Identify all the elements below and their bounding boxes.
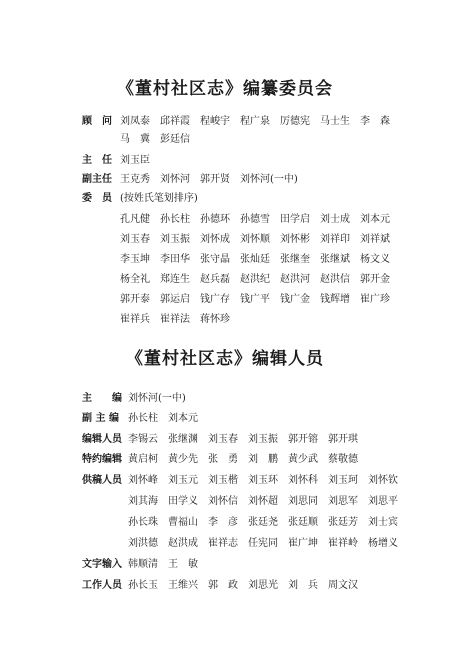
member-name: 孔凡健	[120, 214, 150, 225]
contributor-name: 刘洪德	[128, 538, 158, 549]
member-name: 郭开泰	[120, 294, 150, 305]
members-row	[120, 250, 400, 265]
member-name: 李玉坤	[120, 254, 150, 265]
member-name: 钱广金	[280, 294, 310, 305]
member-name: 赵洪纪	[240, 274, 270, 285]
contributor-name: 杨增义	[368, 538, 398, 549]
member-name: 张继奎	[280, 254, 310, 265]
member-name: 张灿廷	[240, 254, 270, 265]
contributor-name: 刘玉珂	[328, 475, 358, 486]
member-name: 钱广平	[240, 294, 270, 305]
worker-name: 孙长玉	[128, 580, 158, 591]
member-name: 孙德雪	[240, 214, 270, 225]
staff-name: 刘玉振	[248, 434, 278, 445]
adviser-name: 马士生	[320, 116, 350, 127]
worker-name: 王维兴	[168, 580, 198, 591]
member-name: 钱辉增	[320, 294, 350, 305]
adviser-name: 彭廷信	[160, 134, 190, 145]
editors-title: 《董村社区志》编辑人员	[126, 349, 324, 369]
chief-editor-name: 刘怀河(一中)	[128, 393, 186, 404]
worker-name: 刘 兵	[288, 580, 318, 591]
staff-name: 李锡云	[128, 434, 158, 445]
contributor-row	[128, 492, 408, 507]
member-name: 刘怀成	[200, 234, 230, 245]
member-name: 钱广存	[200, 294, 230, 305]
contributor-name: 张廷尧	[248, 517, 278, 528]
contributor-name: 刘思军	[328, 496, 358, 507]
adviser-name: 刘凤泰	[120, 116, 150, 127]
member-name: 张守晶	[200, 254, 230, 265]
deputy-editor-label: 副 主 编	[82, 413, 119, 424]
staff-name: 郭开镕	[288, 434, 318, 445]
member-name: 崔祥法	[160, 314, 190, 325]
contributor-name: 刘其海	[128, 496, 158, 507]
members-label: 委 员	[82, 193, 112, 204]
members-note: (按姓氏笔划排序)	[120, 193, 198, 204]
contributor-name: 任宪同	[248, 538, 278, 549]
contributor-name: 张廷顺	[288, 517, 318, 528]
contributor-name: 崔祥志	[208, 538, 238, 549]
input-label: 文字输入	[82, 559, 122, 570]
member-name: 李田华	[160, 254, 190, 265]
adviser-name: 厉德宪	[280, 116, 310, 127]
contributor-name: 刘怀峰	[128, 475, 158, 486]
workers-label: 工作人员	[82, 580, 122, 591]
special-editor-name: 黄少先	[168, 454, 198, 465]
contributor-row	[128, 534, 408, 549]
contributor-name: 刘玉楷	[208, 475, 238, 486]
member-name: 赵兵磊	[200, 274, 230, 285]
staff-name: 张继渊	[168, 434, 198, 445]
contributor-row	[128, 513, 408, 528]
member-name: 刘怀顺	[240, 234, 270, 245]
member-name: 赵洪信	[320, 274, 350, 285]
contributor-name: 张廷芳	[328, 517, 358, 528]
workers-row	[128, 576, 368, 591]
worker-name: 周文汉	[328, 580, 358, 591]
members-row	[120, 230, 400, 245]
member-name: 郭开金	[360, 274, 390, 285]
member-name: 孙德环	[200, 214, 230, 225]
contributor-name: 曹福山	[168, 517, 198, 528]
special-editor-name: 黄少武	[288, 454, 318, 465]
contributor-row	[128, 471, 408, 486]
member-name: 刘祥斌	[360, 234, 390, 245]
contributor-name: 崔祥岭	[328, 538, 358, 549]
special-row	[128, 450, 368, 465]
contributor-name: 孙长珠	[128, 517, 158, 528]
member-name: 杨文义	[360, 254, 390, 265]
contributor-name: 刘怀科	[288, 475, 318, 486]
member-name: 崔祥兵	[120, 314, 150, 325]
members-row	[120, 270, 400, 285]
special-editor-name: 蔡敬德	[328, 454, 358, 465]
director-name: 刘玉臣	[120, 155, 150, 166]
adviser-label: 顾 问	[82, 116, 112, 127]
deputy-names: 王克秀 刘怀河 郭开贤 刘怀河(一中)	[120, 174, 298, 185]
member-name: 杨全礼	[120, 274, 150, 285]
member-name: 刘玉春	[120, 234, 150, 245]
member-name: 郭运启	[160, 294, 190, 305]
contributor-name: 刘怀超	[248, 496, 278, 507]
member-name: 崔广珍	[360, 294, 390, 305]
worker-name: 刘思光	[248, 580, 278, 591]
contributor-label: 供稿人员	[82, 475, 122, 486]
contributor-name: 崔广坤	[288, 538, 318, 549]
adviser-name: 马 冀	[120, 134, 150, 145]
member-name: 田学启	[280, 214, 310, 225]
contributor-name: 刘思同	[288, 496, 318, 507]
member-name: 张继斌	[320, 254, 350, 265]
member-name: 刘士成	[320, 214, 350, 225]
adviser-name: 李 森	[360, 116, 390, 127]
member-name: 刘祥印	[320, 234, 350, 245]
adviser-name: 程广泉	[240, 116, 270, 127]
advisers-line-1	[120, 112, 400, 127]
contributor-name: 赵洪成	[168, 538, 198, 549]
contributor-name: 刘怀钦	[368, 475, 398, 486]
members-row	[120, 310, 240, 325]
member-name: 蒋怀珍	[200, 314, 230, 325]
staff-name: 刘玉春	[208, 434, 238, 445]
contributor-name: 刘玉环	[248, 475, 278, 486]
contributor-name: 刘思平	[368, 496, 398, 507]
special-editor-name: 张 勇	[208, 454, 238, 465]
special-editor-name: 黄启柯	[128, 454, 158, 465]
staff-row	[128, 430, 368, 445]
contributor-name: 刘玉元	[168, 475, 198, 486]
director-label: 主 任	[82, 155, 112, 166]
member-name: 郑连生	[160, 274, 190, 285]
special-editor-label: 特约编辑	[82, 454, 122, 465]
special-editor-name: 刘 鹏	[248, 454, 278, 465]
deputy-label: 副主任	[82, 174, 112, 185]
adviser-name: 程峻宇	[200, 116, 230, 127]
member-name: 刘玉振	[160, 234, 190, 245]
member-name: 刘怀彬	[280, 234, 310, 245]
deputy-editor-names: 孙长柱 刘本元	[128, 413, 198, 424]
members-row	[120, 210, 400, 225]
input-names: 韩顺清 王 敏	[128, 559, 198, 570]
adviser-name: 邱祥霞	[160, 116, 190, 127]
staff-name: 郭开琪	[328, 434, 358, 445]
contributor-name: 刘士宾	[368, 517, 398, 528]
chief-editor-label: 主 编	[82, 393, 122, 404]
worker-name: 郭 政	[208, 580, 238, 591]
committee-title: 《董村社区志》编纂委员会	[117, 79, 333, 99]
member-name: 孙长柱	[160, 214, 190, 225]
staff-label: 编辑人员	[82, 434, 122, 445]
member-name: 刘本元	[360, 214, 390, 225]
advisers-line-2	[120, 130, 200, 145]
contributor-name: 田学义	[168, 496, 198, 507]
member-name: 赵洪河	[280, 274, 310, 285]
contributor-name: 刘怀信	[208, 496, 238, 507]
contributor-name: 李 彦	[208, 517, 238, 528]
members-row	[120, 290, 400, 305]
